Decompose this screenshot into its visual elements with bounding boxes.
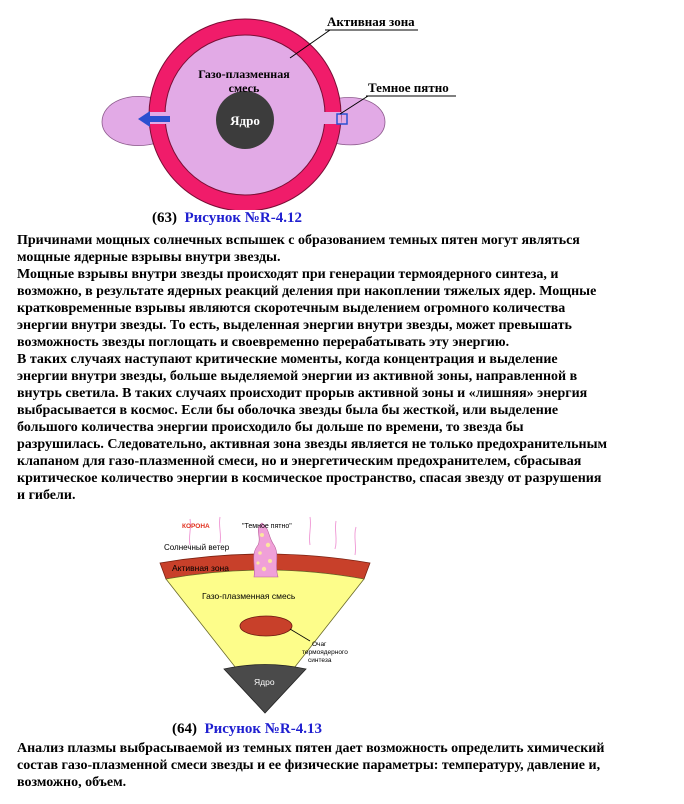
focus-label-line1: Очаг: [312, 641, 327, 648]
core-label: Ядро: [254, 677, 275, 687]
active-zone-label: Активная зона: [327, 14, 415, 29]
text-line: возможно, объем.: [17, 775, 127, 790]
text-line: мощные ядерные взрывы внутри звезды.: [17, 250, 281, 265]
text-line: выбрасывается в космос. Если бы оболочка звезды была бы жесткой, или выделение: [17, 403, 559, 418]
text-line: энергии внутри звезды, больше выделяемой энергии из активной зоны, направленной в: [17, 369, 578, 384]
corona-label: КОРОНА: [182, 523, 210, 530]
gas-plasma-label-line1: Газо-плазменная: [198, 67, 290, 81]
text-line: Причинами мощных солнечных вспышек с образованием темных пятен могут являться: [17, 233, 580, 248]
figure-caption-2: [172, 721, 322, 738]
text-line: критическое количество энергии в космическое пространство, спасая звезду от разрушения: [17, 471, 602, 486]
text-line: кратковременные взрывы являются скоротечным выделением огромного количества: [17, 301, 566, 316]
figure-number: (63): [152, 210, 177, 226]
text-line: Анализ плазмы выбрасываемой из темных пятен дает возможность определить химический: [17, 741, 605, 756]
focus-label-line3: синтеза: [308, 657, 332, 664]
thermonuclear-focus: [240, 616, 292, 636]
core-wedge: [224, 665, 306, 714]
dark-spot-label: Темное пятно: [368, 80, 449, 95]
body-paragraph-1: [17, 232, 677, 504]
core-label: Ядро: [230, 113, 260, 128]
figure-star-diagram: [0, 0, 684, 210]
text-line: возможность звезды поглощать и своевременно перерабатывать эту энергию.: [17, 335, 510, 350]
figure-title: Рисунок №R-4.13: [204, 721, 322, 737]
figure-title: Рисунок №R-4.12: [184, 210, 302, 226]
figure-number: (64): [172, 721, 197, 737]
text-line: большого количества энергии происходило бы дольше по времени, то звезда бы: [17, 420, 524, 435]
text-line: возможно, в результате ядерных реакций деления при накоплении тяжелых ядер. Мощные: [17, 284, 597, 299]
text-line: и гибели.: [17, 488, 76, 503]
figure-caption-1: [152, 210, 302, 227]
gas-plasma-label-line2: смесь: [228, 81, 260, 95]
text-line: состав газо-плазменной смеси звезды и ее физические параметры: температуру, давление и,: [17, 758, 601, 773]
text-line: разрушилась. Следовательно, активная зона звезды является не только предохранительным: [17, 437, 608, 452]
text-line: В таких случаях наступают критические моменты, когда концентрация и выделение: [17, 352, 558, 367]
text-line: внутрь светила. В таких случаях происходит прорыв активной зоны и «лишняя» энергия: [17, 386, 588, 401]
text-line: клапаном для газо-плазменной смеси, но и энергетическим предохранителем, сбрасывая: [17, 454, 582, 469]
active-zone-label: Активная зона: [172, 563, 229, 573]
body-paragraph-2: [17, 740, 677, 791]
text-line: энергии внутри звезды. То есть, выделенная энергии внутри звезды, может превышать: [17, 318, 572, 333]
text-line: Мощные взрывы внутри звезды происходят при генерации термоядерного синтеза, и: [17, 267, 559, 282]
gas-plasma-label: Газо-плазменная смесь: [202, 591, 296, 601]
focus-label-line2: термоядерного: [302, 649, 348, 656]
solar-wind-label: Солнечный ветер: [164, 543, 230, 552]
dark-spot-label: "Темное пятно": [242, 523, 292, 530]
figure-star-wedge: [150, 515, 380, 715]
